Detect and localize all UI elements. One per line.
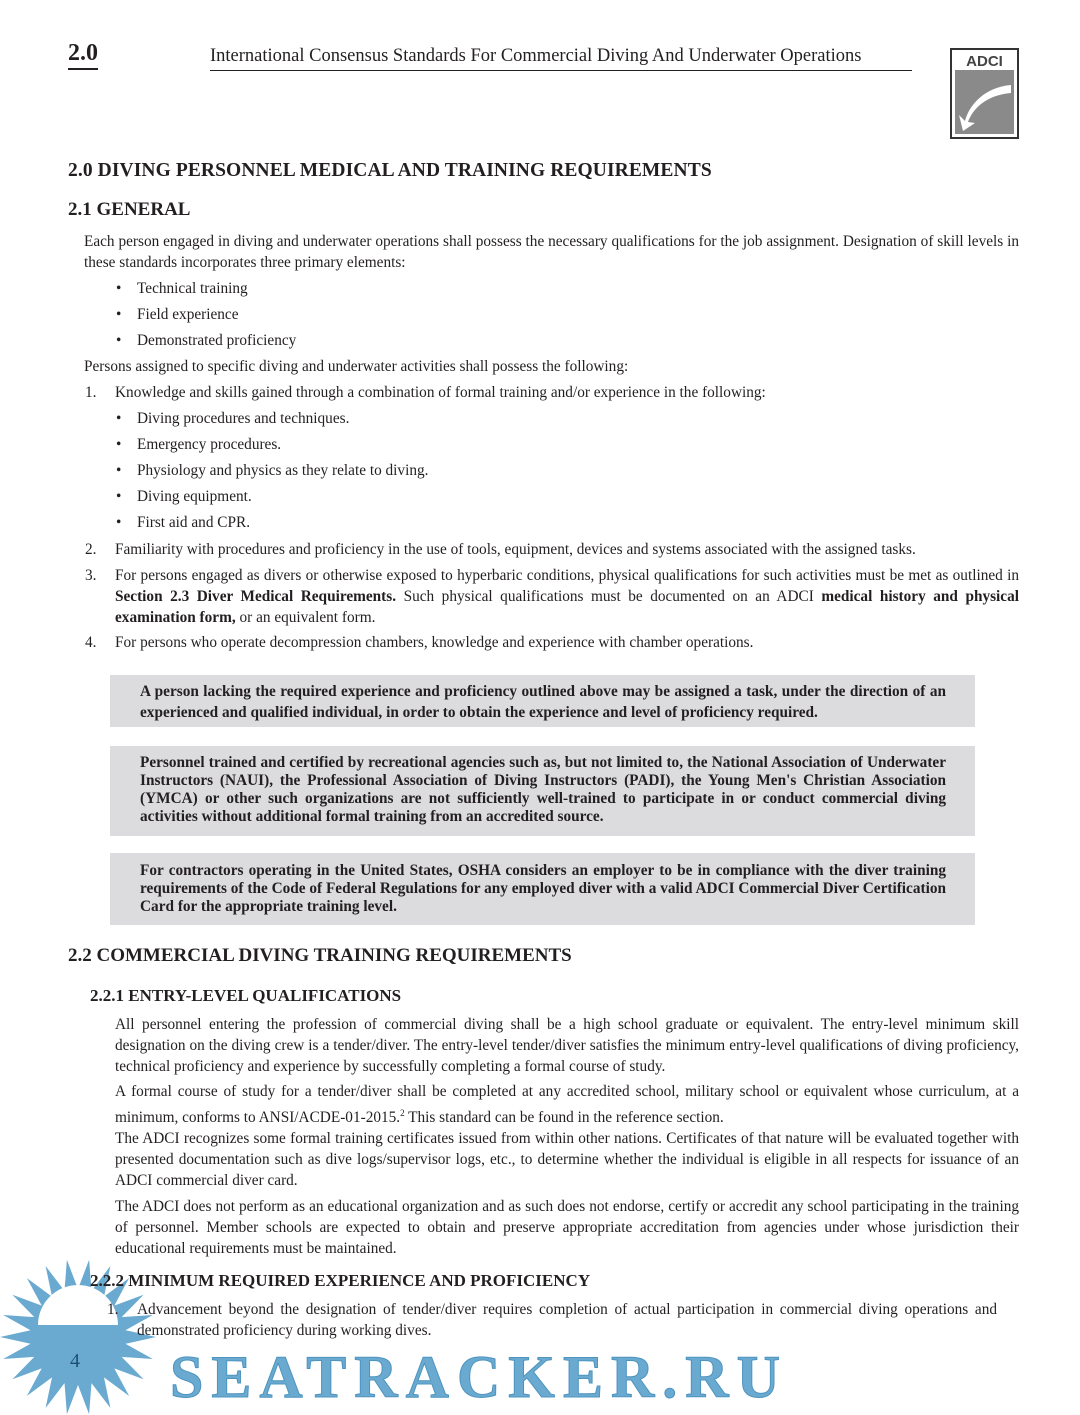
- document-title: International Consensus Standards For Commercial Diving And Underwater Operations: [210, 44, 912, 71]
- subsection-heading-2-2-2: 2.2.2 MINIMUM REQUIRED EXPERIENCE AND PROFICIENCY: [90, 1271, 591, 1290]
- diver-arrow-icon: [955, 53, 1014, 134]
- paragraph: All personnel entering the profession of commercial diving shall be a high school graduate or equivalent. The entry-level minimum skill designation on the diving crew is a tender/diver. The entry-level tender/diver satisfies the minimum entry-level qualifications of diving proficiency, technical proficiency and experience by successfully completing a formal course of study.: [115, 1016, 1019, 1075]
- subsection-heading-2-2-1: 2.2.1 ENTRY-LEVEL QUALIFICATIONS: [90, 986, 402, 1005]
- paragraph: A formal course of study for a tender/diver shall be completed at any accredited school, military school or equivalent whose curriculum, at a minimum, conforms to ANSI/ACDE-01-2015.$^2$ This standard can be found in the reference section.: [115, 1083, 1019, 1126]
- page-number: 4: [70, 1350, 80, 1372]
- paragraph: The ADCI does not perform as an educational organization and as such does not endorse, certify or accredit any school participating in the training of personnel. Member schools are expected to obtain and preserve appropriate accreditation from agencies under whose jurisdiction their educational requirements must be maintained.: [115, 1198, 1019, 1257]
- paragraph: The ADCI recognizes some formal training certificates issued from within other nations. Certificates of that nature will be evaluated together with presented documentation such as dive logs/supervisor logs, etc., to determine whether the individual is eligible in all respects for issuance of an ADCI commercial diver card.: [115, 1130, 1019, 1189]
- list-item: • Diving procedures and techniques.: [116, 410, 350, 427]
- section-heading-2-2: 2.2 COMMERCIAL DIVING TRAINING REQUIREMENTS: [68, 945, 572, 966]
- section-heading-2-1: 2.1 GENERAL: [68, 199, 191, 220]
- list-item: • Field experience: [116, 306, 239, 323]
- list-item: 2. Familiarity with procedures and proficiency in the use of tools, equipment, devices and systems associated with the assigned tasks.: [85, 541, 916, 558]
- watermark: SEATRACKER.RU: [170, 1344, 788, 1410]
- note-box: A person lacking the required experience and proficiency outlined above may be assigned a task, under the direction of an experienced and qualified individual, in order to obtain the experience and level of proficiency required.: [110, 675, 975, 727]
- starburst-dome: [38, 1285, 118, 1325]
- list-item: 3. For persons engaged as divers or otherwise exposed to hyperbaric conditions, physical qualifications for such activities must be met as outlined in Section 2.3 Diver Medical Requirements. Such physical qualifications must be documented on an ADCI medical history and physical examination form, or an equivalent form.: [85, 567, 1019, 626]
- list-item: • Demonstrated proficiency: [116, 332, 297, 349]
- logo-text: ADCI: [955, 53, 1014, 70]
- list-item: • Emergency procedures.: [116, 436, 282, 453]
- note-box: For contractors operating in the United States, OSHA considers an employer to be in compliance with the diver training requirements of the Code of Federal Regulations for any employed diver with a valid ADCI Commercial Diver Certification Card for the appropriate training level.: [110, 853, 975, 925]
- list-item: • Physiology and physics as they relate to diving.: [116, 462, 429, 479]
- adci-logo: [950, 48, 1019, 139]
- list-item: • Technical training: [116, 280, 248, 297]
- list-item: 1. Advancement beyond the designation of tender/diver requires completion of actual participation in commercial diving operations and demonstrated proficiency during working dives.: [107, 1301, 997, 1339]
- list-item: 4. For persons who operate decompression chambers, knowledge and experience with chamber operations.: [85, 634, 754, 651]
- intro-paragraph: Each person engaged in diving and underwater operations shall possess the necessary qualifications for the job assignment. Designation of skill levels in these standards incorporates three primary elements:: [84, 233, 1019, 271]
- list-item: • First aid and CPR.: [116, 514, 251, 531]
- note-box: Personnel trained and certified by recreational agencies such as, but not limited to, the National Association of Underwater Instructors (NAUI), the Professional Association of Diving Instructors (PADI), the Young Men's Christian Association (YMCA) or other such organizations are not sufficiently well-trained to participate in or conduct commercial diving activities without additional formal training from an accredited source.: [110, 746, 975, 836]
- persons-paragraph: Persons assigned to specific diving and underwater activities shall possess the following:: [84, 358, 629, 375]
- section-number: 2.0: [68, 40, 98, 70]
- list-item: 1. Knowledge and skills gained through a combination of formal training and/or experience in the following:: [85, 384, 766, 401]
- chapter-heading: 2.0 DIVING PERSONNEL MEDICAL AND TRAINING REQUIREMENTS: [68, 160, 712, 181]
- list-item: • Diving equipment.: [116, 488, 252, 505]
